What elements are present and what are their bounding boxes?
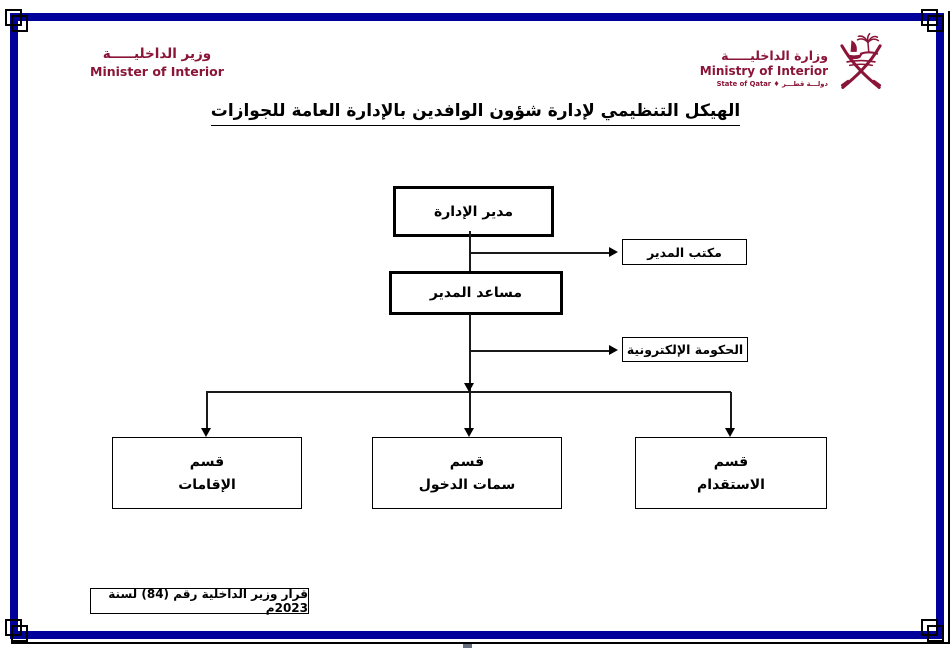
border-corner-ornament-top-right	[921, 9, 947, 35]
connector-drop-entry-visas	[469, 392, 471, 429]
org-node-assistant-director: مساعد المدير	[389, 271, 563, 315]
ministry-name-arabic: وزارة الداخليـــــة	[721, 48, 828, 63]
arrowhead-residency-section	[201, 428, 211, 437]
ministry-logo	[700, 32, 887, 90]
org-node-residency-section: قسم الإقامات	[112, 437, 302, 509]
org-node-egovernment: الحكومة الإلكترونية	[622, 337, 748, 362]
minister-title-arabic: وزير الداخليـــــة	[102, 46, 212, 62]
connector-assistant-to-sections	[469, 314, 471, 392]
org-node-entry-visas-section: قسم سمات الدخول	[372, 437, 562, 509]
org-node-director: مدير الإدارة	[393, 186, 554, 237]
connector-drop-recruitment	[730, 392, 732, 429]
org-node-recruitment-section: قسم الاستقدام	[635, 437, 827, 509]
decree-reference-box	[90, 588, 309, 614]
arrowhead-recruitment-section	[725, 428, 735, 437]
state-of-qatar-line: دولـــة قطـــر ♦ State of Qatar	[716, 80, 828, 88]
connector-branch-egovernment	[470, 350, 610, 352]
arrowhead-egovernment	[609, 345, 618, 355]
arrowhead-entry-visas-section	[464, 428, 474, 437]
border-corner-ornament-bottom-right	[921, 619, 947, 645]
connector-drop-residency	[206, 392, 208, 429]
connector-branch-director-office	[470, 252, 610, 254]
border-corner-ornament-top-left	[5, 9, 31, 35]
arrowhead-director-office	[609, 247, 618, 257]
minister-letterhead	[90, 46, 224, 79]
page-title: الهيكل التنظيمي لإدارة شؤون الوافدين بالإدارة العامة للجوازات	[0, 101, 951, 126]
page-border-shadow-bottom	[11, 642, 950, 644]
page-footer-mark	[463, 644, 472, 648]
org-node-director-office: مكتب المدير	[622, 239, 747, 265]
ministry-logo-text	[700, 34, 828, 88]
arrowhead-distribution-junction	[464, 383, 474, 392]
qatar-moi-emblem-icon	[835, 32, 887, 90]
ministry-name-english: Ministry of Interior	[699, 64, 828, 78]
decree-reference-text: قرار وزير الداخلية رقم (84) لسنة 2023م	[108, 587, 308, 615]
minister-title-english: Minister of Interior	[90, 64, 224, 79]
border-corner-ornament-bottom-left	[5, 619, 31, 645]
